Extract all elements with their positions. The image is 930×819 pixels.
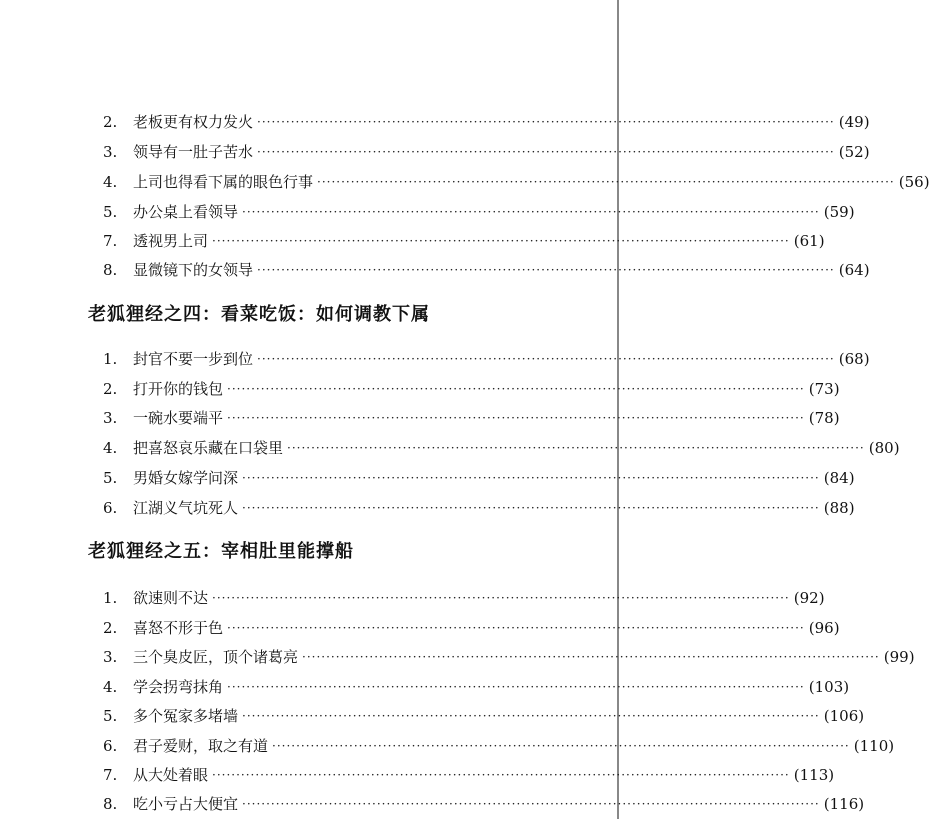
entry-number: 3.: [103, 648, 118, 666]
entry-title: 男婚女嫁学问深: [133, 469, 239, 487]
toc-entry: [103, 675, 850, 699]
entry-page: (56): [898, 173, 930, 191]
toc-entry: [103, 377, 840, 401]
toc-entry: [103, 763, 835, 787]
toc-entry: [103, 734, 895, 758]
entry-title: 老板更有权力发火: [133, 113, 254, 131]
dot-leader: ························································································································: [242, 797, 820, 811]
entry-page: (92): [793, 589, 825, 607]
toc-entry: [103, 436, 900, 460]
entry-page: (59): [823, 203, 855, 221]
entry-number: 5.: [103, 469, 118, 487]
entry-number: 1.: [103, 350, 118, 368]
dot-leader: ························································································································: [287, 441, 865, 455]
dot-leader: ························································································································: [212, 234, 790, 248]
entry-page: (113): [793, 766, 835, 784]
dot-leader: ························································································································: [227, 621, 805, 635]
entry-page: (96): [808, 619, 840, 637]
dot-leader: ························································································································: [227, 680, 805, 694]
toc-entry: [103, 704, 865, 728]
entry-page: (52): [838, 143, 870, 161]
entry-title: 办公桌上看领导: [133, 203, 239, 221]
toc-entry: [103, 140, 870, 164]
dot-leader: ························································································································: [302, 650, 880, 664]
entry-title: 吃小亏占大便宜: [133, 795, 239, 813]
toc-entry: [103, 466, 855, 490]
entry-page: (49): [838, 113, 870, 131]
entry-page: (116): [823, 795, 865, 813]
entry-page: (84): [823, 469, 855, 487]
entry-page: (73): [808, 380, 840, 398]
dot-leader: ························································································································: [212, 591, 790, 605]
toc-entry: [103, 406, 840, 430]
entry-title: 从大处着眼: [133, 766, 209, 784]
dot-leader: ························································································································: [272, 739, 850, 753]
dot-leader: ························································································································: [257, 115, 835, 129]
entry-page: (106): [823, 707, 865, 725]
entry-page: (78): [808, 409, 840, 427]
entry-number: 8.: [103, 795, 118, 813]
entry-page: (110): [853, 737, 895, 755]
entry-number: 2.: [103, 113, 118, 131]
entry-title: 把喜怒哀乐藏在口袋里: [133, 439, 284, 457]
entry-title: 领导有一肚子苦水: [133, 143, 254, 161]
entry-number: 3.: [103, 143, 118, 161]
entry-number: 5.: [103, 707, 118, 725]
dot-leader: ························································································································: [257, 352, 835, 366]
entry-number: 4.: [103, 173, 118, 191]
dot-leader: ························································································································: [242, 205, 820, 219]
entry-number: 3.: [103, 409, 118, 427]
toc-entry: [103, 645, 915, 669]
entry-number: 6.: [103, 499, 118, 517]
dot-leader: ························································································································: [257, 263, 835, 277]
entry-title: 多个冤家多堵墙: [133, 707, 239, 725]
toc-entry: [103, 586, 825, 610]
dot-leader: ························································································································: [227, 382, 805, 396]
toc-entry: [103, 110, 870, 134]
section-heading: 老狐狸经之四：看菜吃饭：如何调教下属: [88, 304, 430, 325]
entry-number: 7.: [103, 766, 118, 784]
dot-leader: ························································································································: [242, 709, 820, 723]
entry-page: (88): [823, 499, 855, 517]
dot-leader: ························································································································: [257, 145, 835, 159]
entry-number: 1.: [103, 589, 118, 607]
entry-title: 欲速则不达: [133, 589, 209, 607]
entry-title: 显微镜下的女领导: [133, 261, 254, 279]
toc-entry: [103, 616, 840, 640]
dot-leader: ························································································································: [317, 175, 895, 189]
entry-page: (61): [793, 232, 825, 250]
entry-number: 5.: [103, 203, 118, 221]
toc-entry: [103, 347, 870, 371]
entry-title: 透视男上司: [133, 232, 209, 250]
entry-page: (80): [868, 439, 900, 457]
entry-title: 学会拐弯抹角: [133, 678, 224, 696]
entry-page: (103): [808, 678, 850, 696]
toc-entry: [103, 258, 870, 282]
entry-title: 上司也得看下属的眼色行事: [133, 173, 314, 191]
entry-page: (64): [838, 261, 870, 279]
entry-title: 三个臭皮匠，顶个诸葛亮: [133, 648, 299, 666]
dot-leader: ························································································································: [212, 768, 790, 782]
entry-number: 2.: [103, 380, 118, 398]
entry-page: (99): [883, 648, 915, 666]
entry-title: 封官不要一步到位: [133, 350, 254, 368]
entry-number: 6.: [103, 737, 118, 755]
section-heading: 老狐狸经之五：宰相肚里能撑船: [88, 541, 354, 562]
entry-number: 4.: [103, 439, 118, 457]
toc-entry: [103, 229, 825, 253]
dot-leader: ························································································································: [227, 411, 805, 425]
toc-entry: [103, 792, 865, 816]
toc-entry: [103, 170, 930, 194]
entry-title: 江湖义气坑死人: [133, 499, 239, 517]
dot-leader: ························································································································: [242, 471, 820, 485]
entry-title: 一碗水要端平: [133, 409, 224, 427]
entry-number: 8.: [103, 261, 118, 279]
entry-title: 君子爱财，取之有道: [133, 737, 269, 755]
entry-number: 7.: [103, 232, 118, 250]
entry-title: 打开你的钱包: [133, 380, 224, 398]
dot-leader: ························································································································: [242, 501, 820, 515]
entry-number: 4.: [103, 678, 118, 696]
entry-page: (68): [838, 350, 870, 368]
toc-entry: [103, 496, 855, 520]
entry-number: 2.: [103, 619, 118, 637]
toc-entry: [103, 200, 855, 224]
entry-title: 喜怒不形于色: [133, 619, 224, 637]
